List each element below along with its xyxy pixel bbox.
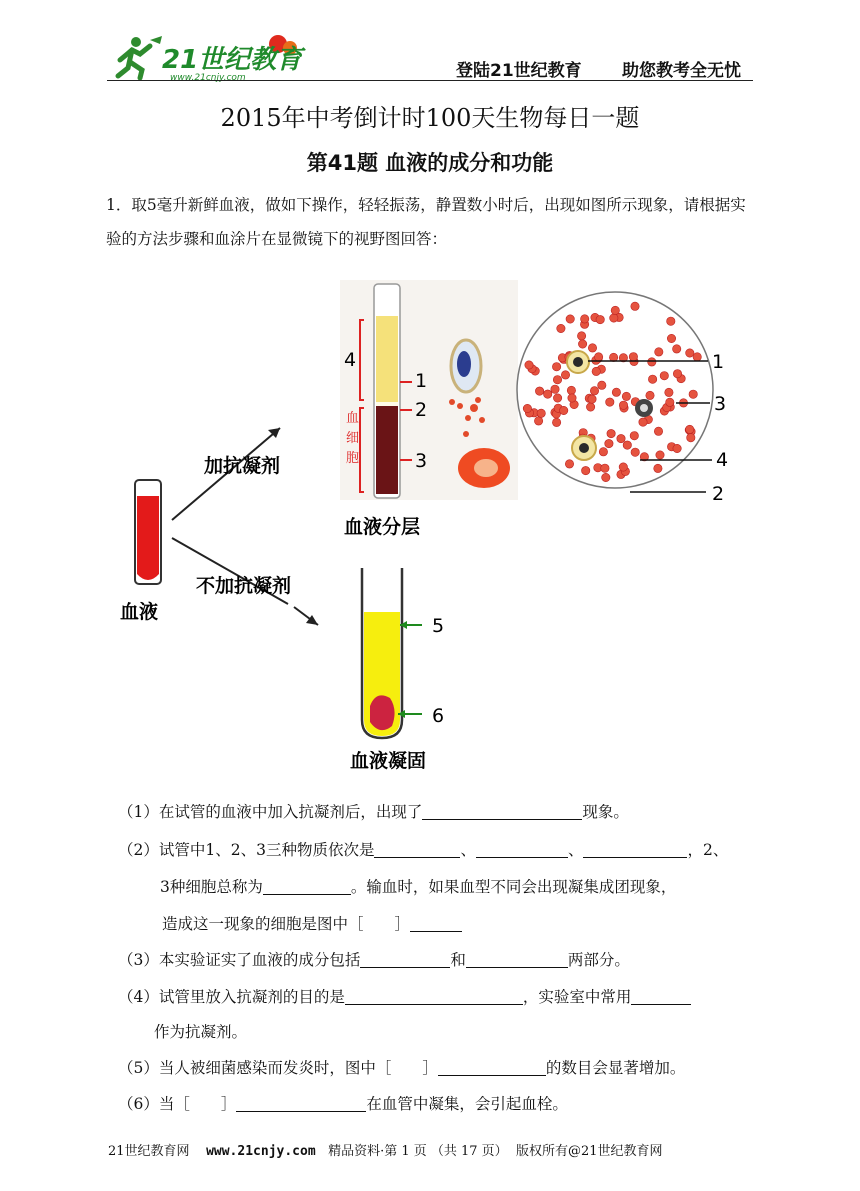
answer-blank[interactable] bbox=[374, 841, 460, 858]
question-2-line2: 3种细胞总称为 。输血时，如果血型不同会出现凝集成团现象， bbox=[160, 878, 677, 896]
answer-blank[interactable] bbox=[410, 915, 462, 932]
svg-text:4: 4 bbox=[344, 349, 357, 371]
question-4-line2: 作为抗凝剂。 bbox=[154, 1023, 248, 1041]
header-divider bbox=[107, 80, 753, 81]
svg-text:3: 3 bbox=[415, 450, 428, 472]
answer-blank[interactable] bbox=[360, 951, 450, 968]
question-3: （3）本实验证实了血液的成分包括 和 两部分。 bbox=[118, 951, 630, 969]
svg-text:www.21cnjy.com: www.21cnjy.com bbox=[170, 73, 246, 82]
runner-logo-icon bbox=[118, 36, 162, 78]
layered-tube-panel bbox=[340, 280, 518, 500]
blood-tube bbox=[135, 480, 161, 584]
logo bbox=[110, 30, 310, 82]
svg-text:1: 1 bbox=[415, 370, 428, 392]
svg-text:5: 5 bbox=[432, 615, 445, 637]
header-slogan-right: 助您教考全无忧 bbox=[622, 61, 741, 81]
answer-blank[interactable] bbox=[476, 841, 568, 858]
svg-text:21世纪教育: 21世纪教育 bbox=[162, 45, 303, 75]
svg-text:2: 2 bbox=[415, 399, 428, 421]
microscope-view bbox=[517, 292, 728, 505]
clot-caption: 血液凝固 bbox=[350, 750, 427, 772]
question-2-line3: 造成这一现象的细胞是图中［ ］ bbox=[162, 912, 462, 934]
question-1: （1）在试管的血液中加入抗凝剂后，出现了 现象。 bbox=[118, 803, 629, 821]
answer-blank[interactable] bbox=[345, 988, 523, 1005]
page-title: 2015年中考倒计时100天生物每日一题 bbox=[220, 104, 640, 132]
svg-text:胞: 胞 bbox=[346, 451, 360, 466]
svg-text:2: 2 bbox=[712, 483, 725, 505]
arrow-up-label: 加抗凝剂 bbox=[204, 455, 281, 477]
answer-blank[interactable] bbox=[466, 951, 568, 968]
svg-text:6: 6 bbox=[432, 705, 445, 727]
clot-tube bbox=[362, 568, 444, 738]
answer-blank[interactable] bbox=[263, 878, 351, 895]
answer-blank[interactable] bbox=[236, 1095, 366, 1112]
question-6: （6）当［ ］ 在血管中凝集，会引起血栓。 bbox=[118, 1095, 568, 1113]
svg-text:1: 1 bbox=[712, 351, 725, 373]
svg-text:细: 细 bbox=[346, 431, 360, 446]
layers-caption: 血液分层 bbox=[344, 516, 421, 538]
svg-text:4: 4 bbox=[716, 449, 729, 471]
arrow-down-label: 不加抗凝剂 bbox=[196, 575, 292, 597]
blood-label: 血液 bbox=[120, 601, 159, 623]
answer-blank[interactable] bbox=[438, 1059, 546, 1076]
page-footer: 21世纪教育网 www.21cnjy.com 精品资料·第 1 页 （共 17 页） 版权所有@21世纪教育网 bbox=[108, 1144, 663, 1159]
header-slogan-left: 登陆21世纪教育 bbox=[456, 61, 582, 81]
answer-blank[interactable] bbox=[631, 988, 691, 1005]
svg-text:血: 血 bbox=[346, 411, 360, 426]
answer-blank[interactable] bbox=[583, 841, 687, 858]
blood-experiment-figure bbox=[100, 270, 760, 780]
question-4: （4）试管里放入抗凝剂的目的是 ，实验室中常用 bbox=[118, 985, 691, 1007]
question-2: （2）试管中1、2、3三种物质依次是 、 、 ，2、 bbox=[118, 841, 729, 859]
footer-url[interactable]: www.21cnjy.com bbox=[206, 1144, 316, 1159]
svg-text:3: 3 bbox=[714, 393, 727, 415]
answer-blank[interactable] bbox=[422, 803, 582, 820]
question-subtitle: 第41题 血液的成分和功能 bbox=[306, 151, 554, 175]
question-intro: 1．取5毫升新鲜血液，做如下操作，轻轻振荡，静置数小时后，出现如图所示现象，请根据实验的方法步骤和血涂片在显微镜下的视野图回答： bbox=[106, 196, 746, 248]
question-5: （5）当人被细菌感染而发炎时，图中［ ］ 的数目会显著增加。 bbox=[118, 1059, 686, 1077]
